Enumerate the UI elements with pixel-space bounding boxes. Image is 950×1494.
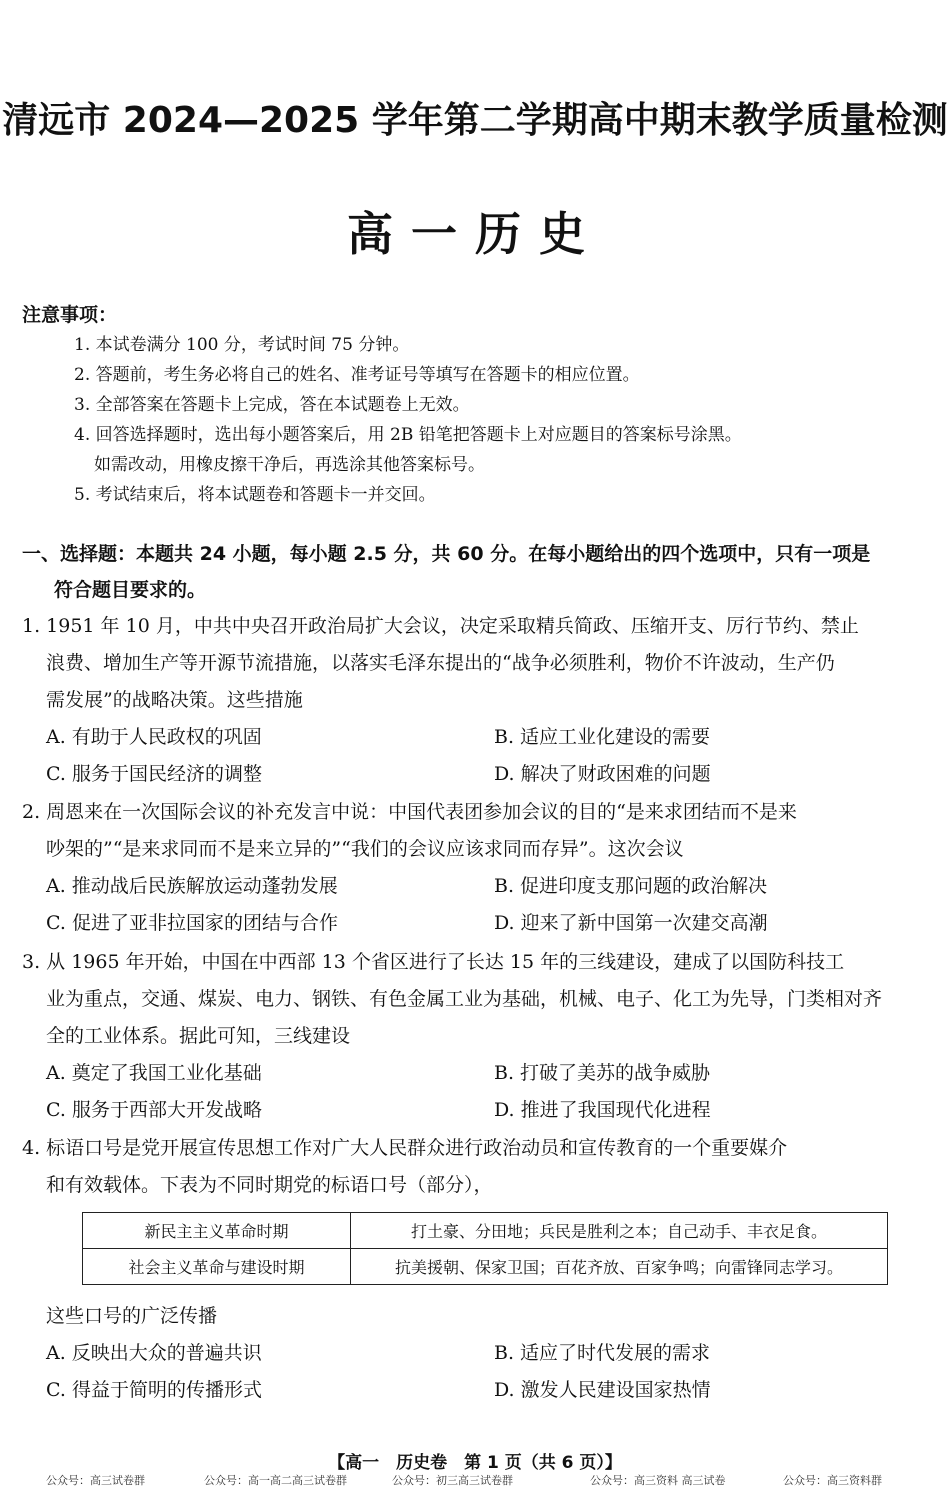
notice-item: 5. 考试结束后，将本试题卷和答题卡一并交回。 [74, 485, 436, 505]
question-text-line: 这些口号的广泛传播 [46, 1305, 218, 1327]
option-b[interactable]: B. 适应工业化建设的需要 [494, 726, 711, 748]
question-text-line: 和有效载体。下表为不同时期党的标语口号（部分）， [46, 1174, 493, 1196]
notice-list [74, 330, 934, 510]
table-cell-period: 社会主义革命与建设时期 [83, 1249, 351, 1285]
watermark-text: 公众号：高三资料 高三试卷 [590, 1474, 726, 1487]
option-b[interactable]: B. 打破了美苏的战争威胁 [494, 1062, 711, 1084]
notice-item: 2. 答题前，考生务必将自己的姓名、准考证号等填写在答题卡的相应位置。 [74, 365, 640, 385]
option-c[interactable]: C. 得益于简明的传播形式 [46, 1379, 262, 1401]
notice-heading: 注意事项： [22, 304, 118, 326]
question-text-line: 3. 从 1965 年开始，中国在中西部 13 个省区进行了长达 15 年的三线建设，建成了以国防科技工 [22, 951, 845, 973]
option-b[interactable]: B. 适应了时代发展的需求 [494, 1342, 711, 1364]
option-d[interactable]: D. 激发人民建设国家热情 [494, 1379, 711, 1401]
watermark-text: 公众号：高一高二高三试卷群 [204, 1474, 347, 1487]
question-text-line: 业为重点，交通、煤炭、电力、钢铁、有色金属工业为基础，机械、电子、化工为先导，门类相对齐 [46, 988, 883, 1010]
watermark-text: 公众号：初三高三试卷群 [392, 1474, 513, 1487]
option-d[interactable]: D. 迎来了新中国第一次建交高潮 [494, 912, 768, 934]
notice-item: 4. 回答选择题时，选出每小题答案后，用 2B 铅笔把答题卡上对应题目的答案标号涂黑。 [74, 425, 742, 445]
option-d[interactable]: D. 解决了财政困难的问题 [494, 763, 711, 785]
section-heading-line1: 一、选择题：本题共 24 小题，每小题 2.5 分，共 60 分。在每小题给出的四个选项中，只有一项是 [22, 543, 871, 565]
table-row [83, 1213, 888, 1249]
question-text-line: 2. 周恩来在一次国际会议的补充发言中说：中国代表团参加会议的目的“是来求团结而不是来 [22, 801, 797, 823]
option-a[interactable]: A. 反映出大众的普遍共识 [46, 1342, 262, 1364]
question-2-stem [22, 794, 934, 868]
question-4-stem [22, 1130, 934, 1204]
question-text-line: 全的工业体系。据此可知，三线建设 [46, 1025, 351, 1047]
notice-item-continuation: 如需改动，用橡皮擦干净后，再选涂其他答案标号。 [94, 455, 485, 475]
question-1-stem [22, 608, 934, 719]
watermark-text: 公众号：高三试卷群 [46, 1474, 145, 1487]
question-text-line: 需发展”的战略决策。这些措施 [46, 689, 303, 711]
question-4-options [46, 1335, 926, 1409]
option-c[interactable]: C. 服务于西部大开发战略 [46, 1099, 262, 1121]
question-text-line: 4. 标语口号是党开展宣传思想工作对广大人民群众进行政治动员和宣传教育的一个重要媒介 [22, 1137, 788, 1159]
section-heading [22, 536, 932, 608]
question-3-options [46, 1055, 926, 1129]
question-text-line: 1. 1951 年 10 月，中共中央召开政治局扩大会议，决定采取精兵简政、压缩开支、厉行节约、禁止 [22, 615, 859, 637]
question-text-line: 浪费、增加生产等开源节流措施，以落实毛泽东提出的“战争必须胜利，物价不许波动，生产仍 [46, 652, 835, 674]
question-text-line: 吵架的”“是来求同而不是来立异的”“我们的会议应该求同而存异”。这次会议 [46, 838, 684, 860]
table-cell-slogans: 打土豪、分田地；兵民是胜利之本；自己动手、丰衣足食。 [351, 1213, 888, 1249]
table-cell-period: 新民主主义革命时期 [83, 1213, 351, 1249]
exam-title: 清远市 2024—2025 学年第二学期高中期末教学质量检测 [2, 100, 948, 141]
question-3-stem [22, 944, 934, 1055]
question-1-options [46, 719, 926, 793]
watermark-text: 公众号：高三资料群 [783, 1474, 882, 1487]
option-a[interactable]: A. 有助于人民政权的巩固 [46, 726, 262, 748]
option-a[interactable]: A. 推动战后民族解放运动蓬勃发展 [46, 875, 338, 897]
option-b[interactable]: B. 促进印度支那问题的政治解决 [494, 875, 768, 897]
watermark-strip [0, 1472, 950, 1490]
option-d[interactable]: D. 推进了我国现代化进程 [494, 1099, 711, 1121]
question-4-stem-after [46, 1298, 950, 1335]
option-c[interactable]: C. 促进了亚非拉国家的团结与合作 [46, 912, 338, 934]
page-footer: 【高一 历史卷 第 1 页（共 6 页）】 [328, 1453, 622, 1473]
option-a[interactable]: A. 奠定了我国工业化基础 [46, 1062, 262, 1084]
slogan-table [82, 1212, 888, 1285]
notice-item: 1. 本试卷满分 100 分，考试时间 75 分钟。 [74, 335, 410, 355]
notice-item: 3. 全部答案在答题卡上完成，答在本试题卷上无效。 [74, 395, 470, 415]
section-heading-line2: 符合题目要求的。 [54, 579, 207, 601]
option-c[interactable]: C. 服务于国民经济的调整 [46, 763, 262, 785]
table-row [83, 1249, 888, 1285]
question-2-options [46, 868, 926, 942]
exam-subject: 高一历史 [347, 207, 603, 261]
table-cell-slogans: 抗美援朝、保家卫国；百花齐放、百家争鸣；向雷锋同志学习。 [351, 1249, 888, 1285]
